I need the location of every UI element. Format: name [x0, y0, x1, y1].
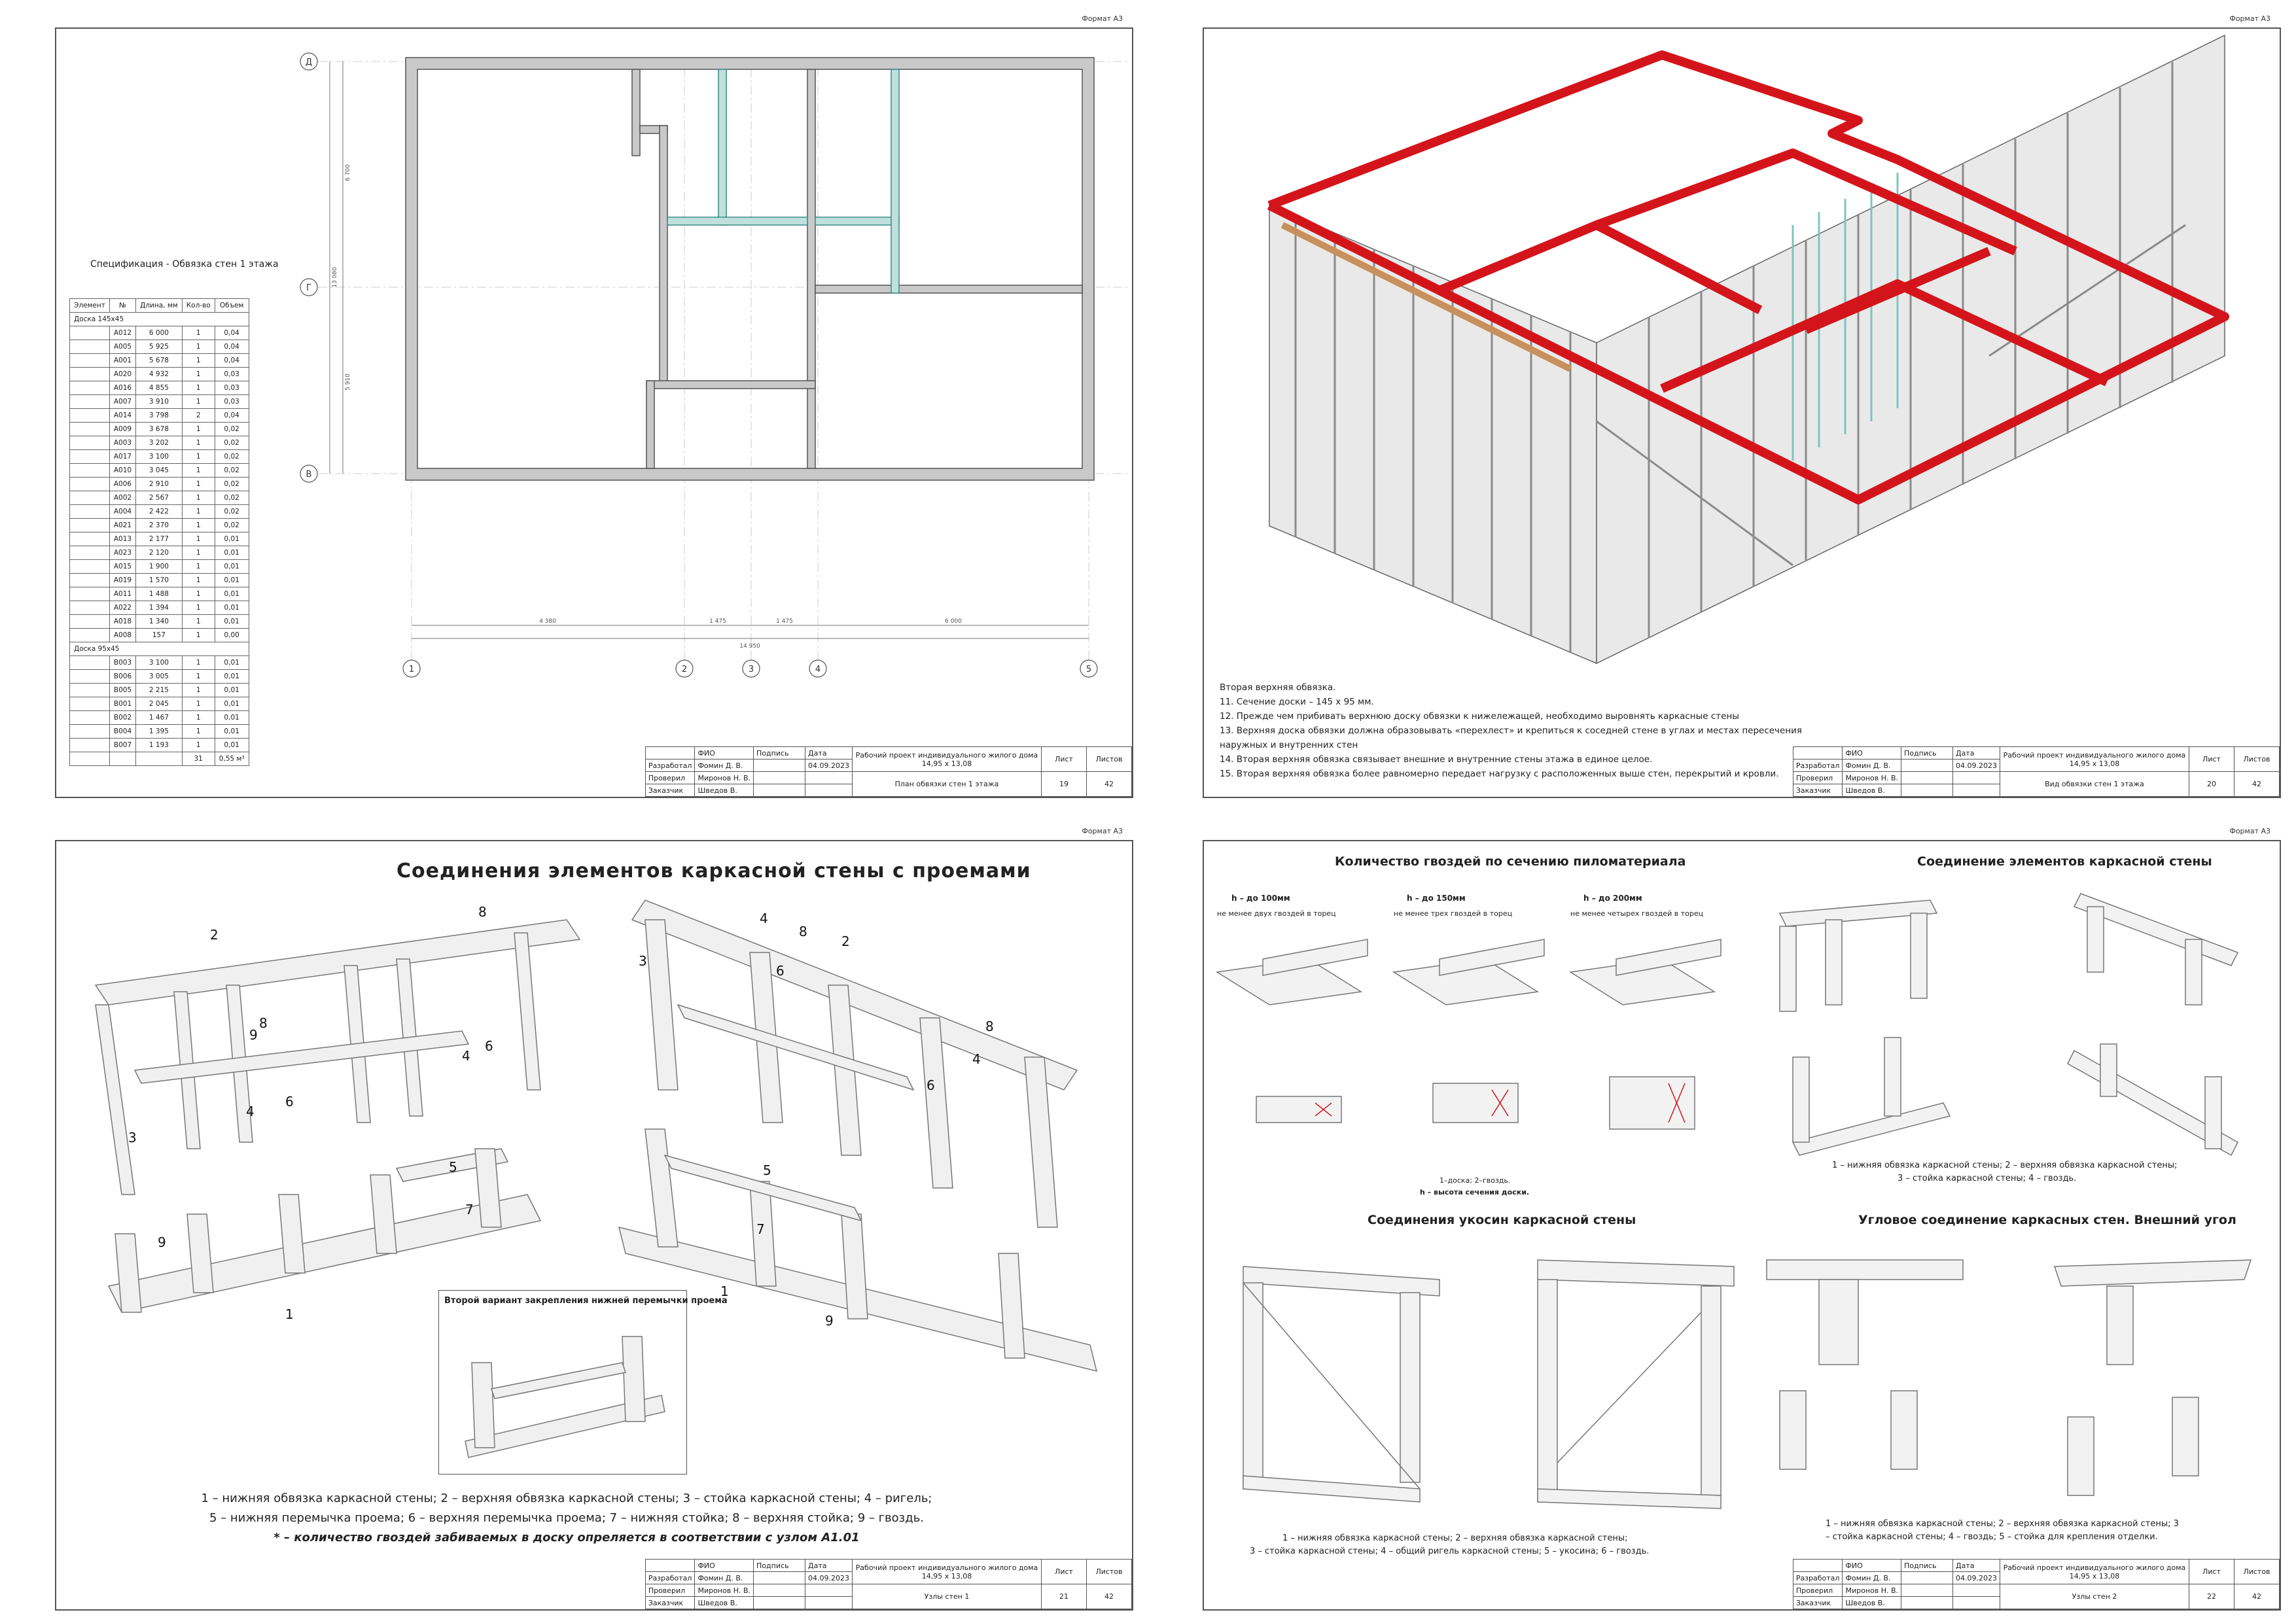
axis-label: Г — [306, 283, 311, 293]
svg-text:4: 4 — [972, 1051, 981, 1067]
svg-text:6: 6 — [776, 963, 785, 979]
spec-header: № — [109, 299, 135, 313]
svg-text:8: 8 — [985, 1019, 994, 1034]
axis-label: Д — [305, 58, 313, 67]
dim-label: 6 000 — [945, 618, 962, 625]
svg-text:4: 4 — [760, 911, 768, 926]
svg-text:4: 4 — [462, 1048, 470, 1064]
sheet-3d-view — [1203, 14, 2281, 798]
notes — [1220, 680, 1802, 781]
svg-text:7: 7 — [465, 1202, 474, 1217]
spec-group: Доска 95х45 — [70, 642, 249, 656]
spec-row: А007 3 910 1 0,03 — [70, 395, 249, 409]
spec-row: В007 1 193 1 0,01 — [70, 739, 249, 752]
svg-text:9: 9 — [158, 1234, 166, 1250]
nail-col-h: h – до 150мм — [1407, 894, 1466, 903]
axis-label: В — [306, 470, 312, 480]
format-label: Формат А3 — [1082, 827, 1123, 835]
axis-label: 4 — [815, 665, 821, 674]
svg-text:1: 1 — [720, 1283, 729, 1299]
sheet-title: Соединения элементов каркасной стены с проемами — [397, 860, 1031, 882]
note-title: Вторая верхняя обвязка. — [1220, 682, 1336, 693]
axis-label: 2 — [681, 665, 688, 674]
inset-title: Второй вариант закрепления нижней перемычки проема — [444, 1296, 728, 1306]
title-block: ФИО Подпись Дата Рабочий проект индивидуального жилого дома 14,95 х 13,08 Лист Листов Разработал Фомин Д. В. 04.09.2023 Проверил Миронов Н. В. Узлы стен 1 21 42 Заказчик Шведов В. — [645, 1559, 1132, 1609]
conn-legend: 3 – стойка каркасной стены; 4 – гвоздь. — [1898, 1174, 2077, 1183]
floor-plan — [56, 29, 1135, 799]
spec-row: А019 1 570 1 0,01 — [70, 574, 249, 587]
section-title-connections: Соединение элементов каркасной стены — [1917, 854, 2212, 869]
dim-label: 1 475 — [776, 618, 793, 625]
spec-row: В006 3 005 1 0,01 — [70, 670, 249, 684]
spec-header: Длина, мм — [136, 299, 183, 313]
format-label: Формат А3 — [2229, 14, 2270, 23]
spec-row: А010 3 045 1 0,02 — [70, 464, 249, 478]
note-line: 11. Сечение доски – 145 х 95 мм. — [1220, 697, 1374, 707]
brace-legend: 1 – нижняя обвязка каркасной стены; 2 – верхняя обвязка каркасной стены; — [1282, 1533, 1628, 1543]
note-line: 12. Прежде чем прибивать верхнюю доску обвязки к нижележащей, необходимо выровнять каркасные стены — [1220, 711, 1739, 722]
svg-text:6: 6 — [485, 1038, 493, 1054]
svg-text:5: 5 — [763, 1162, 771, 1178]
spec-group: Доска 145х45 — [70, 313, 249, 326]
joint-details — [1204, 841, 2282, 1495]
legend: 1 – нижняя обвязка каркасной стены; 2 – верхняя обвязка каркасной стены; 3 – стойка каркасной стены; 4 – ригель; 5 – нижняя перемычка проема; 6 – верхняя перемычка проема; 7 – нижняя стойка; 8 – верхняя стойка; 9 – гвоздь. * – количество гвоздей забиваемых в доску опреляется в соответствии с узлом А1.01 — [201, 1492, 932, 1544]
axis-label: 1 — [408, 665, 415, 674]
spec-row: А021 2 370 1 0,02 — [70, 519, 249, 532]
spec-row: А001 5 678 1 0,04 — [70, 354, 249, 368]
nail-col-d: не менее трех гвоздей в торец — [1394, 909, 1513, 918]
section-title-braces: Соединения укосин каркасной стены — [1368, 1213, 1636, 1227]
spec-row: А018 1 340 1 0,01 — [70, 615, 249, 629]
svg-text:9: 9 — [825, 1313, 834, 1329]
svg-text:8: 8 — [478, 904, 487, 920]
sheet-plan — [55, 14, 1133, 798]
spec-row: В005 2 215 1 0,01 — [70, 684, 249, 697]
section-title-nails: Количество гвоздей по сечению пиломатериала — [1335, 854, 1686, 869]
nail-legend: 1–доска; 2–гвоздь. — [1439, 1176, 1511, 1185]
axis-label: 5 — [1086, 665, 1092, 674]
spec-row: В003 3 100 1 0,01 — [70, 656, 249, 670]
svg-text:3: 3 — [639, 953, 647, 969]
sheet-wall-joints-2 — [1203, 827, 2281, 1611]
svg-text:2: 2 — [841, 934, 850, 949]
spec-row: А011 1 488 1 0,01 — [70, 587, 249, 601]
svg-text:6: 6 — [285, 1094, 294, 1109]
spec-row: А020 4 932 1 0,03 — [70, 368, 249, 381]
note-line: 15. Вторая верхняя обвязка более равномерно передает нагрузку с расположенных выше стен, перекрытий и кровли. — [1220, 769, 1779, 779]
svg-text:1: 1 — [285, 1306, 294, 1322]
nail-col-h: h – до 200мм — [1583, 894, 1642, 903]
spec-row: А015 1 900 1 0,01 — [70, 560, 249, 574]
corner-legend: 1 – нижняя обвязка каркасной стены; 2 – верхняя обвязка каркасной стены; 3 — [1826, 1519, 2179, 1529]
spec-row: А002 2 567 1 0,02 — [70, 491, 249, 505]
axis-label: 3 — [748, 665, 754, 674]
spec-row: А022 1 394 1 0,01 — [70, 601, 249, 615]
dim-label: 4 380 — [539, 618, 556, 625]
spec-row: А013 2 177 1 0,01 — [70, 532, 249, 546]
spec-row: А006 2 910 1 0,02 — [70, 478, 249, 491]
svg-text:2: 2 — [210, 927, 219, 943]
svg-text:3: 3 — [128, 1130, 137, 1145]
spec-row: А008 157 1 0,00 — [70, 629, 249, 642]
spec-row: В004 1 395 1 0,01 — [70, 725, 249, 739]
svg-text:6: 6 — [927, 1077, 935, 1093]
dim-label: 6 700 — [345, 164, 351, 181]
dim-label: 5 910 — [345, 374, 351, 391]
inset-drawing — [439, 1291, 686, 1474]
spec-row: А016 4 855 1 0,03 — [70, 381, 249, 395]
note-line: наружных и внутренних стен — [1220, 740, 1358, 750]
spec-row: А012 6 000 1 0,04 — [70, 326, 249, 340]
spec-header: Элемент — [70, 299, 110, 313]
spec-total: 31 0,55 м³ — [70, 752, 249, 766]
nail-col-d: не менее четырех гвоздей в торец — [1570, 909, 1704, 918]
note-line: 14. Вторая верхняя обвязка связывает внешние и внутренние стены этажа в единое целое. — [1220, 754, 1653, 765]
spec-row: А004 2 422 1 0,02 — [70, 505, 249, 519]
section-title-corner: Угловое соединение каркасных стен. Внешний угол — [1858, 1213, 2236, 1227]
spec-row: В002 1 467 1 0,01 — [70, 711, 249, 725]
spec-row: А017 3 100 1 0,02 — [70, 450, 249, 464]
dim-total: 14 950 — [739, 643, 760, 650]
format-label: Формат А3 — [1082, 14, 1123, 23]
nail-col-h: h – до 100мм — [1231, 894, 1290, 903]
spec-row: А003 3 202 1 0,02 — [70, 436, 249, 450]
spec-header: Кол-во — [182, 299, 215, 313]
sheet-wall-joints-1 — [55, 827, 1133, 1611]
svg-text:8: 8 — [799, 924, 807, 939]
svg-text:5: 5 — [449, 1159, 457, 1175]
frame-3d-view — [1204, 29, 2282, 683]
brace-legend: 3 – стойка каркасной стены; 4 – общий ригель каркасной стены; 5 – укосина; 6 – гвоздь. — [1250, 1546, 1650, 1556]
spec-row: В001 2 045 1 0,01 — [70, 697, 249, 711]
spec-row: А014 3 798 2 0,04 — [70, 409, 249, 423]
spec-title: Спецификация - Обвязка стен 1 этажа — [90, 259, 279, 270]
svg-text:8: 8 — [259, 1015, 268, 1031]
inset-box — [438, 1290, 728, 1475]
svg-text:9: 9 — [249, 1027, 258, 1043]
corner-legend: – стойка каркасной стены; 4 – гвоздь; 5 – стойка для крепления отделки. — [1826, 1532, 2158, 1542]
title-block: ФИО Подпись Дата Рабочий проект индивидуального жилого дома 14,95 х 13,08 Лист Листов Разработал Фомин Д. В. 04.09.2023 Проверил Миронов Н. В. План обвязки стен 1 этажа 19 42 Заказчик Шведов В. — [645, 746, 1132, 797]
nail-col-d: не менее двух гвоздей в торец — [1217, 909, 1336, 918]
svg-text:7: 7 — [756, 1221, 765, 1237]
svg-text:4: 4 — [246, 1104, 255, 1119]
nail-legend: h – высота сечения доски. — [1420, 1188, 1530, 1196]
note-line: 13. Верхняя доска обвязки должна образовывать «перехлест» и крепиться к соседней стене в углах и местах пересечения — [1220, 725, 1803, 736]
title-block: ФИО Подпись Дата Рабочий проект индивидуального жилого дома 14,95 х 13,08 Лист Листов Разработал Фомин Д. В. 04.09.2023 Проверил Миронов Н. В. Вид обвязки стен 1 этажа 20 42 Заказчик Шведов В. — [1793, 746, 2280, 797]
spec-row: А009 3 678 1 0,02 — [70, 423, 249, 436]
conn-legend: 1 – нижняя обвязка каркасной стены; 2 – верхняя обвязка каркасной стены; — [1832, 1161, 2178, 1170]
spec-row: А023 2 120 1 0,01 — [70, 546, 249, 560]
format-label: Формат А3 — [2229, 827, 2270, 835]
dim-label: 1 475 — [709, 618, 726, 625]
spec-row: А005 5 925 1 0,04 — [70, 340, 249, 354]
title-block: ФИО Подпись Дата Рабочий проект индивидуального жилого дома 14,95 х 13,08 Лист Листов Разработал Фомин Д. В. 04.09.2023 Проверил Миронов Н. В. Узлы стен 2 22 42 Заказчик Шведов В. — [1793, 1559, 2280, 1609]
dim-label: 13 080 — [332, 267, 338, 288]
spec-header: Объем — [215, 299, 249, 313]
